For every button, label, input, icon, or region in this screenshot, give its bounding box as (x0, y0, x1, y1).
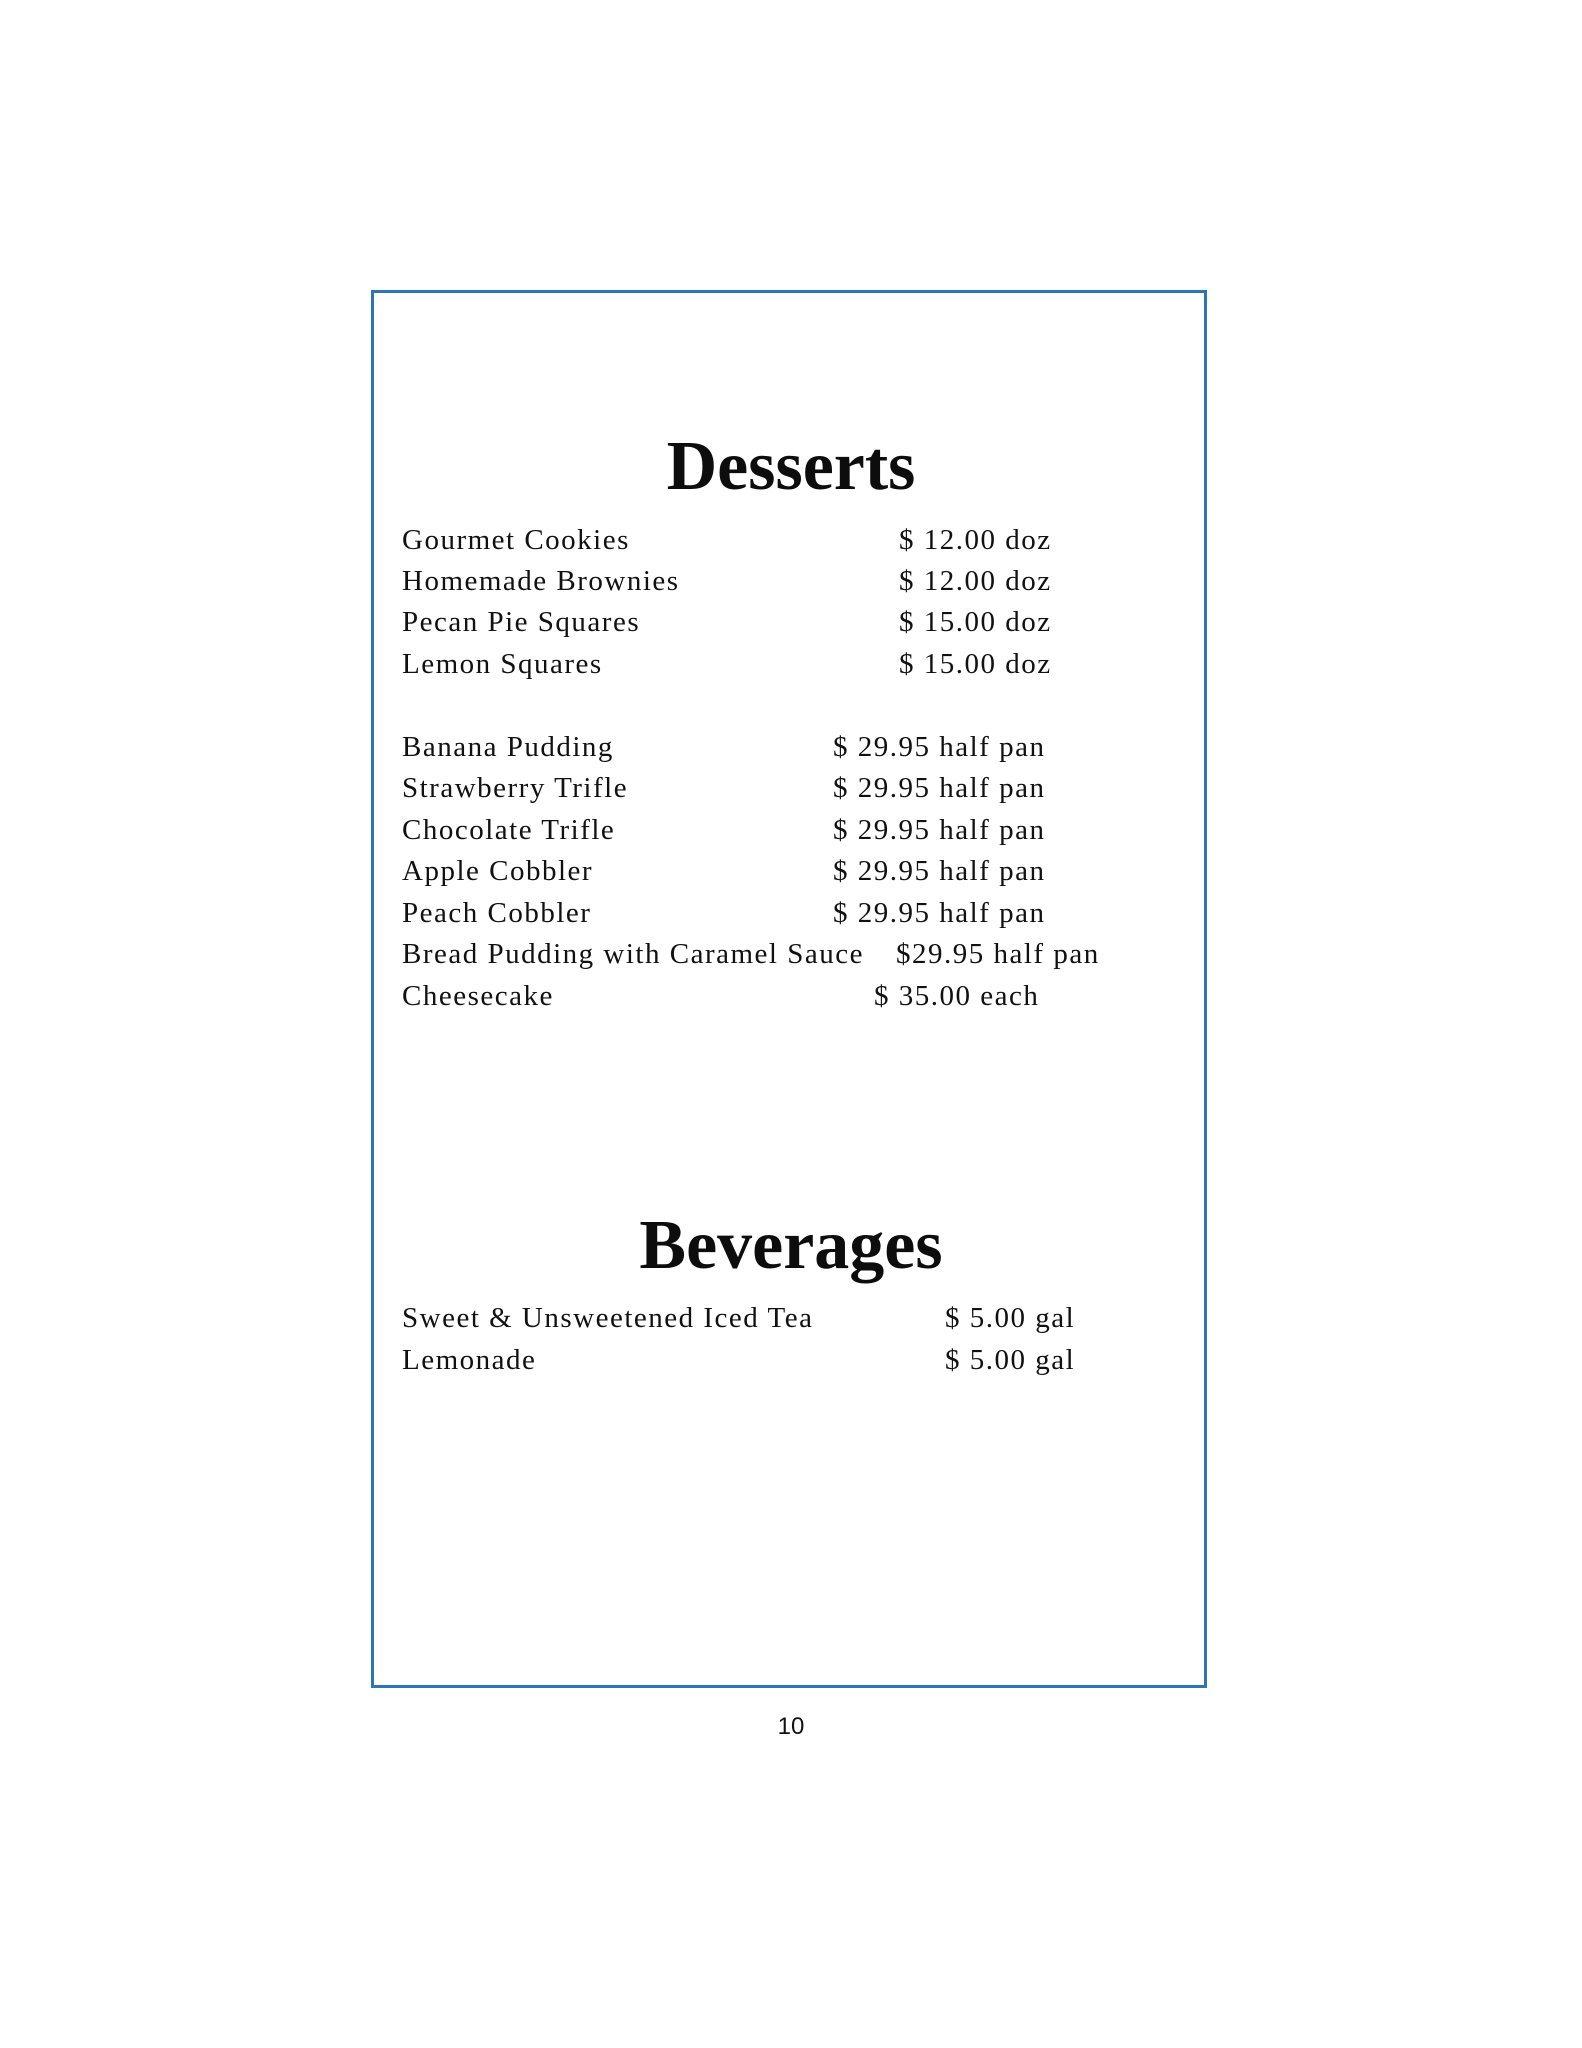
desserts-heading: Desserts (666, 428, 916, 505)
menu-item-price: $ 29.95 half pan (833, 897, 1046, 929)
menu-item-name: Lemonade (402, 1344, 537, 1376)
menu-item-name: Lemon Squares (402, 648, 603, 680)
menu-item-price: $ 5.00 gal (945, 1302, 1076, 1334)
menu-item-price: $ 15.00 doz (899, 606, 1052, 638)
menu-item-price: $ 12.00 doz (899, 565, 1052, 597)
menu-item-name: Homemade Brownies (402, 565, 680, 597)
menu-item-price: $ 35.00 each (874, 980, 1040, 1012)
page-number: 10 (777, 1713, 805, 1740)
menu-item-price: $ 15.00 doz (899, 648, 1052, 680)
menu-item-price: $ 12.00 doz (899, 524, 1052, 556)
menu-item-name: Gourmet Cookies (402, 524, 630, 556)
menu-item-name: Apple Cobbler (402, 855, 594, 887)
beverages-heading: Beverages (639, 1207, 943, 1284)
menu-item-price: $ 29.95 half pan (833, 814, 1046, 846)
menu-item-price: $ 5.00 gal (945, 1344, 1076, 1376)
menu-item-name: Chocolate Trifle (402, 814, 616, 846)
menu-item-price: $29.95 half pan (896, 938, 1100, 970)
menu-item-name: Strawberry Trifle (402, 772, 629, 804)
menu-item-name: Banana Pudding (402, 731, 614, 763)
menu-item-price: $ 29.95 half pan (833, 855, 1046, 887)
menu-item-price: $ 29.95 half pan (833, 772, 1046, 804)
menu-item-name: Pecan Pie Squares (402, 606, 641, 638)
menu-item-name: Sweet & Unsweetened Iced Tea (402, 1302, 814, 1334)
menu-item-name: Cheesecake (402, 980, 554, 1012)
menu-item-price: $ 29.95 half pan (833, 731, 1046, 763)
menu-item-name: Peach Cobbler (402, 897, 592, 929)
menu-item-name: Bread Pudding with Caramel Sauce (402, 938, 864, 970)
